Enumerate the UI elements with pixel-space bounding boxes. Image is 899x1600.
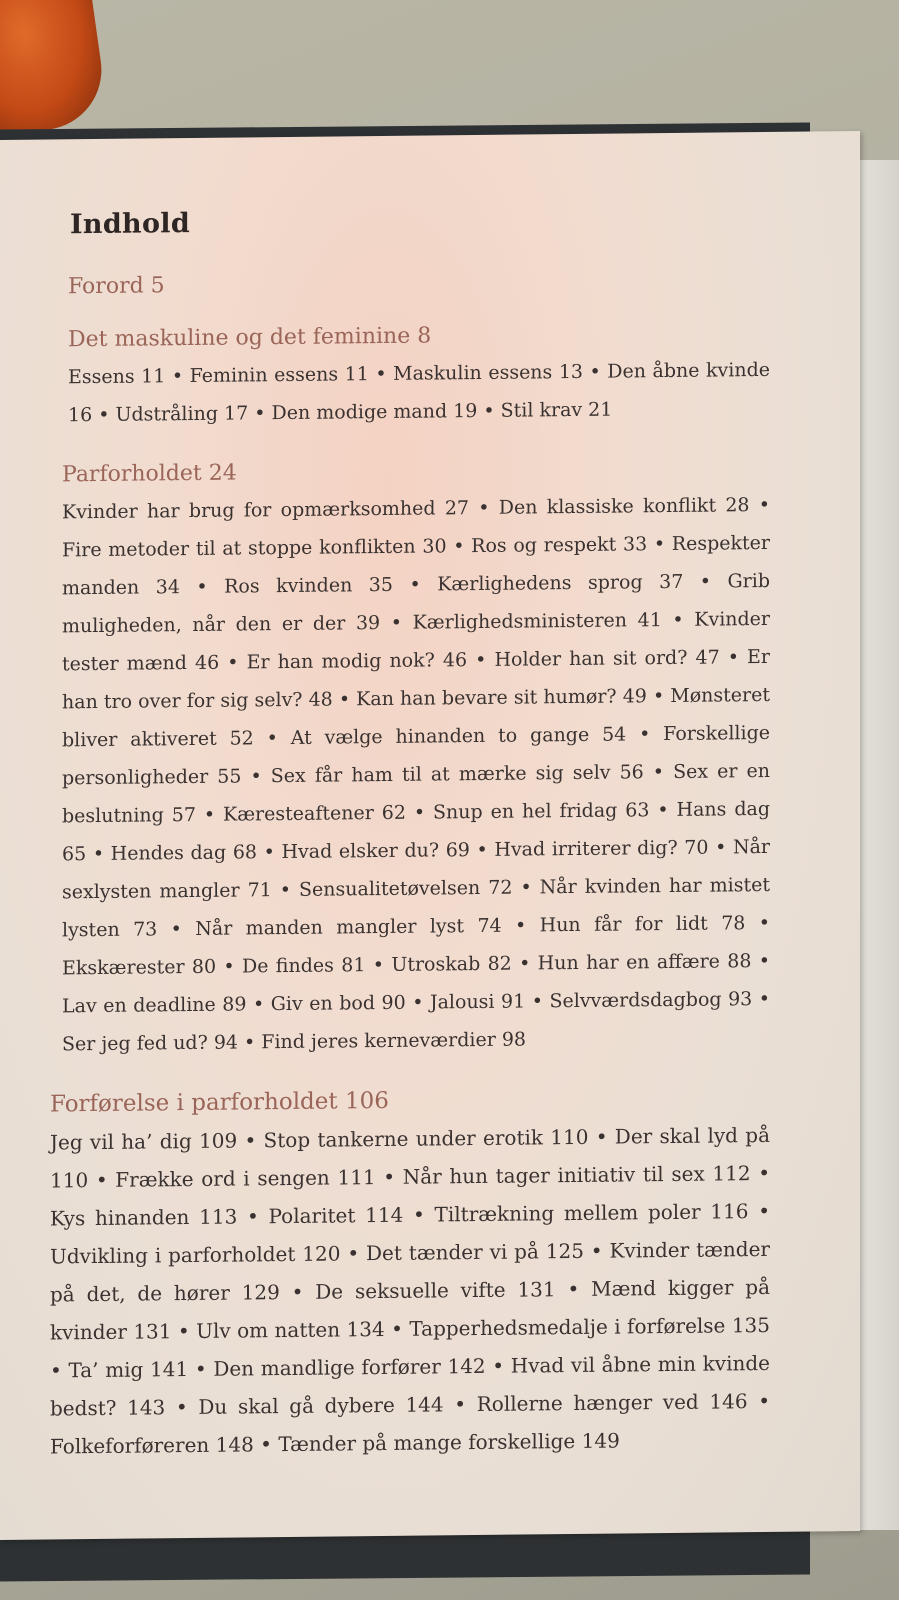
section-entries: Essens 11 • Feminin essens 11 • Maskulin essens 13 • Den åbne kvinde 16 • Udstråling 17 • Den modige mand 19 • Stil krav 21 [68,358,770,427]
toc-section-forord [50,267,770,300]
table-of-contents [50,202,770,1494]
section-entries: Kvinder har brug for opmærksomhed 27 • Den klassiske konflikt 28 • Fire metoder til at stoppe konflikten 30 • Ros og respekt 33 • Respekter manden 34 • Ros kvinden 35 • Kærlighedens sprog 37 • Grib muligheden, når den er der 39 • Kærlighedsministeren 41 • Kvinder tester mænd 46 • Er han modig nok? 46 • Holder han sit ord? 47 • Er han tro over for sig selv? 48 • Kan han bevare sit humør? 49 • Mønsteret bliver aktiveret 52 • At vælge hinanden to gange 54 • Forskellige personligheder 55 • Sex får ham til at mærke sig selv 56 • Sex er en beslutning 57 • Kæresteaftener 62 • Snup en hel fridag 63 • Hans dag 65 • Hendes dag 68 • Hvad elsker du? 69 • Hvad irriterer dig? 70 • Når sexlysten mangler 71 • Sensualitetøvelsen 72 • Når kvinden har mistet lysten 73 • Når manden mangler lyst 74 • Hun får for lidt 78 • Ekskærester 80 • De findes 81 • Utroskab 82 • Hun har en affære 88 • Lav en deadline 89 • Giv en bod 90 • Jalousi 91 • Selvværdsdagbog 93 • Ser jeg fed ud? 94 • Find jeres kerneværdier 98 [62,493,770,1056]
section-entries: Jeg vil ha’ dig 109 • Stop tankerne under erotik 110 • Der skal lyd på 110 • Frække ord i sengen 111 • Når hun tager initiativ til sex 112 • Kys hinanden 113 • Polaritet 114 • Tiltrækning mellem poler 116 • Udvikling i parforholdet 120 • Det tænder vi på 125 • Kvinder tænder på det, de hører 129 • De seksuelle vifte 131 • Mænd kigger på kvinder 131 • Ulv om natten 134 • Tapperhedsmedalje i forførelse 135 • Ta’ mig 141 • Den mandlige forfører 142 • Hvad vil åbne min kvinde bedst? 143 • Du skal gå dybere 144 • Rollerne hænger ved 146 • Folkeforføreren 148 • Tænder på mange forskellige 149 [50,1122,770,1459]
toc-title: Indhold [70,208,191,241]
toc-section-parforholdet [62,455,770,1063]
book-page [0,131,860,1540]
section-heading: Det maskuline og det feminine 8 [68,323,432,353]
section-heading: Parforholdet 24 [62,460,237,488]
section-heading: Forførelse i parforholdet 106 [50,1087,389,1118]
orange-object [0,0,109,138]
toc-section-forforelse [50,1084,770,1466]
toc-section-maskuline [68,320,770,434]
section-heading: Forord 5 [68,273,165,300]
